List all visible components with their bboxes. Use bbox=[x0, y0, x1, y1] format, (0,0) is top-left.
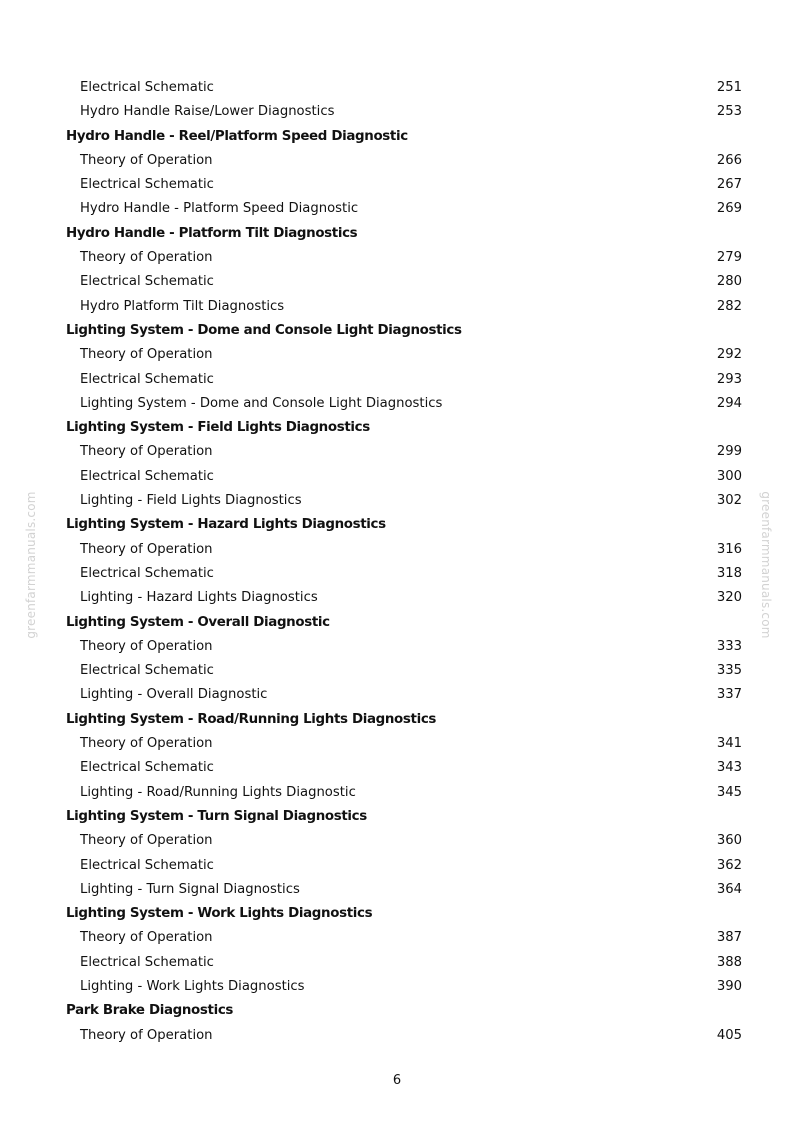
toc-page-number: 333 bbox=[716, 638, 742, 654]
toc-entry-title: Electrical Schematic bbox=[80, 954, 214, 970]
toc-section-title: Lighting System - Turn Signal Diagnostics bbox=[66, 808, 367, 824]
toc-section-heading[interactable] bbox=[66, 319, 742, 343]
toc-page-number: 390 bbox=[716, 978, 742, 994]
toc-page-number: 292 bbox=[716, 347, 742, 363]
toc-section-heading[interactable] bbox=[66, 222, 742, 246]
toc-page-number: 280 bbox=[716, 274, 742, 290]
toc-section-heading[interactable] bbox=[66, 125, 742, 149]
toc-entry[interactable] bbox=[66, 368, 742, 392]
toc-entry-title: Theory of Operation bbox=[80, 250, 213, 266]
toc-entry[interactable] bbox=[66, 732, 742, 756]
toc-page-number: 294 bbox=[716, 395, 742, 411]
toc-section-title: Lighting System - Field Lights Diagnostics bbox=[66, 420, 370, 436]
toc-entry-title: Hydro Platform Tilt Diagnostics bbox=[80, 298, 285, 314]
toc-entry[interactable] bbox=[66, 781, 742, 805]
toc-section-title: Hydro Handle - Platform Tilt Diagnostics bbox=[66, 225, 358, 241]
toc-entry-title: Theory of Operation bbox=[80, 930, 213, 946]
toc-entry-title: Theory of Operation bbox=[80, 444, 213, 460]
toc-page-number: 341 bbox=[716, 736, 742, 752]
toc-entry-title: Lighting - Work Lights Diagnostics bbox=[80, 978, 305, 994]
toc-entry[interactable] bbox=[66, 635, 742, 659]
toc-page-number: 318 bbox=[716, 565, 742, 581]
toc-entry-title: Theory of Operation bbox=[80, 152, 213, 168]
toc-entry-title: Theory of Operation bbox=[80, 1027, 213, 1043]
toc-entry[interactable] bbox=[66, 246, 742, 270]
toc-page-number: 364 bbox=[716, 881, 742, 897]
watermark-right: greenfarmmanuals.com bbox=[759, 491, 773, 639]
toc-entry[interactable] bbox=[66, 951, 742, 975]
toc-section-heading[interactable] bbox=[66, 805, 742, 829]
toc-entry-title: Hydro Handle Raise/Lower Diagnostics bbox=[80, 104, 335, 120]
toc-entry[interactable] bbox=[66, 100, 742, 124]
toc-entry-title: Theory of Operation bbox=[80, 347, 213, 363]
toc-page-number: 282 bbox=[716, 298, 742, 314]
toc-page-number: 302 bbox=[716, 493, 742, 509]
toc-page-number: 343 bbox=[716, 760, 742, 776]
toc-section-heading[interactable] bbox=[66, 513, 742, 537]
toc-entry-title: Lighting - Road/Running Lights Diagnostic bbox=[80, 784, 356, 800]
toc-entry[interactable] bbox=[66, 197, 742, 221]
page-number: 6 bbox=[392, 1073, 402, 1088]
toc-entry-title: Theory of Operation bbox=[80, 833, 213, 849]
toc-entry[interactable] bbox=[66, 586, 742, 610]
toc-page-number: 362 bbox=[716, 857, 742, 873]
toc-entry-title: Electrical Schematic bbox=[80, 857, 214, 873]
toc-section-title: Lighting System - Overall Diagnostic bbox=[66, 614, 330, 630]
toc-page-number: 267 bbox=[716, 177, 742, 193]
toc-entry-title: Lighting - Overall Diagnostic bbox=[80, 687, 268, 703]
toc-page-number: 300 bbox=[716, 468, 742, 484]
toc-section-heading[interactable] bbox=[66, 611, 742, 635]
toc-entry-title: Electrical Schematic bbox=[80, 80, 214, 95]
toc-entry[interactable] bbox=[66, 926, 742, 950]
toc-section-heading[interactable] bbox=[66, 708, 742, 732]
toc-entry-title: Electrical Schematic bbox=[80, 468, 214, 484]
toc-section-title: Hydro Handle - Reel/Platform Speed Diagnostic bbox=[66, 128, 408, 144]
toc-section-title: Park Brake Diagnostics bbox=[66, 1003, 234, 1019]
toc-entry-title: Electrical Schematic bbox=[80, 663, 214, 679]
toc-entry-title: Hydro Handle - Platform Speed Diagnostic bbox=[80, 201, 359, 217]
toc-entry[interactable] bbox=[66, 76, 742, 100]
toc-page-number: 335 bbox=[716, 663, 742, 679]
toc-entry-title: Lighting System - Dome and Console Light Diagnostics bbox=[80, 395, 443, 411]
toc-page-number: 320 bbox=[716, 590, 742, 606]
toc-entry[interactable] bbox=[66, 440, 742, 464]
toc-section-title: Lighting System - Road/Running Lights Diagnostics bbox=[66, 711, 437, 727]
toc-entry[interactable] bbox=[66, 465, 742, 489]
toc-page-number: 293 bbox=[716, 371, 742, 387]
toc-page-number: 360 bbox=[716, 833, 742, 849]
toc-entry[interactable] bbox=[66, 489, 742, 513]
toc-entry-title: Lighting - Turn Signal Diagnostics bbox=[80, 881, 300, 897]
toc-section-heading[interactable] bbox=[66, 416, 742, 440]
toc-entry[interactable] bbox=[66, 562, 742, 586]
toc-page-number: 337 bbox=[716, 687, 742, 703]
toc-page-number: 387 bbox=[716, 930, 742, 946]
toc-entry[interactable] bbox=[66, 270, 742, 294]
toc-entry[interactable] bbox=[66, 878, 742, 902]
table-of-contents bbox=[66, 76, 742, 1048]
toc-entry-title: Theory of Operation bbox=[80, 638, 213, 654]
toc-entry[interactable] bbox=[66, 149, 742, 173]
toc-entry-title: Electrical Schematic bbox=[80, 274, 214, 290]
toc-page-number: 279 bbox=[716, 250, 742, 266]
toc-entry-title: Electrical Schematic bbox=[80, 371, 214, 387]
toc-page-number: 299 bbox=[716, 444, 742, 460]
toc-page-number: 253 bbox=[716, 104, 742, 120]
toc-section-heading[interactable] bbox=[66, 999, 742, 1023]
toc-entry-title: Theory of Operation bbox=[80, 736, 213, 752]
toc-entry[interactable] bbox=[66, 975, 742, 999]
toc-section-title: Lighting System - Hazard Lights Diagnostics bbox=[66, 517, 386, 533]
toc-entry[interactable] bbox=[66, 683, 742, 707]
toc-page-number: 316 bbox=[716, 541, 742, 557]
watermark-left: greenfarmmanuals.com bbox=[24, 491, 38, 639]
toc-entry[interactable] bbox=[66, 538, 742, 562]
toc-page-number: 251 bbox=[716, 80, 742, 95]
toc-entry[interactable] bbox=[66, 173, 742, 197]
toc-entry[interactable] bbox=[66, 756, 742, 780]
toc-entry[interactable] bbox=[66, 343, 742, 367]
toc-page-number: 345 bbox=[716, 784, 742, 800]
toc-page-number: 266 bbox=[716, 152, 742, 168]
toc-entry[interactable] bbox=[66, 854, 742, 878]
toc-page-number: 269 bbox=[716, 201, 742, 217]
toc-entry-title: Lighting - Field Lights Diagnostics bbox=[80, 493, 302, 509]
toc-section-title: Lighting System - Work Lights Diagnostics bbox=[66, 906, 373, 922]
toc-entry[interactable] bbox=[66, 659, 742, 683]
toc-entry[interactable] bbox=[66, 829, 742, 853]
toc-entry-title: Lighting - Hazard Lights Diagnostics bbox=[80, 590, 318, 606]
toc-entry-title: Theory of Operation bbox=[80, 541, 213, 557]
toc-page-number: 405 bbox=[716, 1027, 742, 1043]
toc-entry-title: Electrical Schematic bbox=[80, 177, 214, 193]
toc-entry[interactable] bbox=[66, 295, 742, 319]
toc-section-heading[interactable] bbox=[66, 902, 742, 926]
toc-section-title: Lighting System - Dome and Console Light Diagnostics bbox=[66, 322, 462, 338]
toc-entry[interactable] bbox=[66, 1024, 742, 1048]
toc-entry-title: Electrical Schematic bbox=[80, 760, 214, 776]
toc-entry-title: Electrical Schematic bbox=[80, 565, 214, 581]
toc-entry[interactable] bbox=[66, 392, 742, 416]
toc-page-number: 388 bbox=[716, 954, 742, 970]
